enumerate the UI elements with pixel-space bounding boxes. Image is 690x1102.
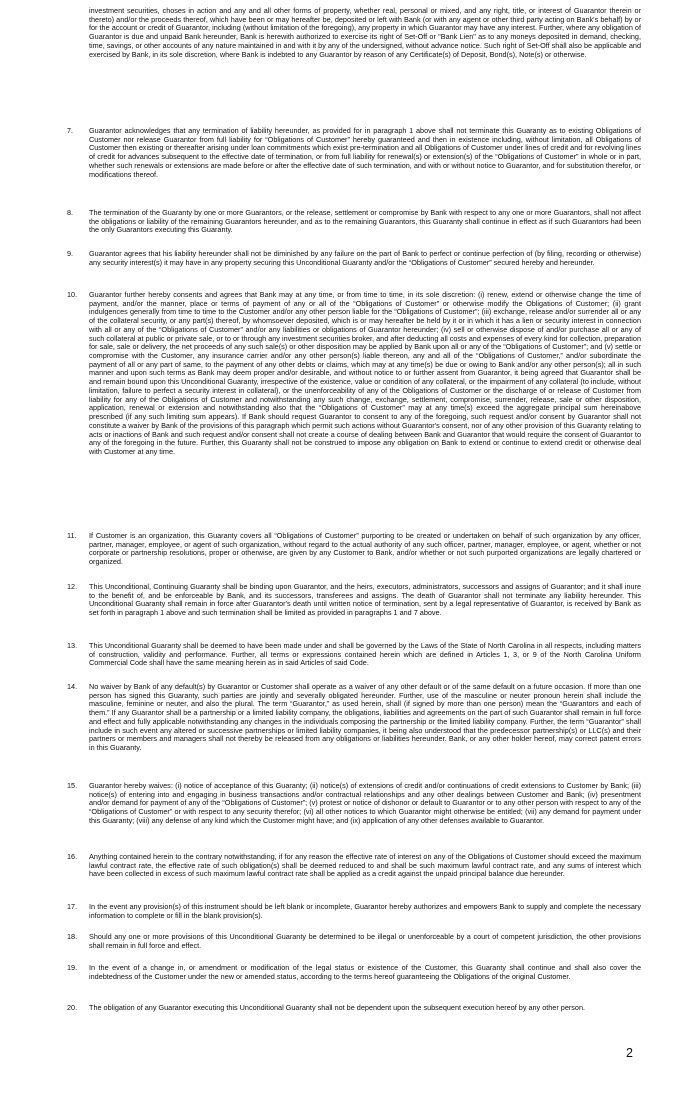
paragraph-number: 14. [67, 682, 78, 691]
paragraph-number: 17. [67, 902, 78, 911]
paragraph-16 [67, 853, 641, 879]
paragraph-number: 7. [67, 126, 74, 135]
paragraph-text: Guarantor hereby waives: (i) notice of acceptance of this Guaranty; (ii) notice(s) of extensions of credit and/or continuations of credit extensions to Customer by Bank; (iii) notice(s) of entering into and engaging in business transactions and/or contractual relationships and any other dealings between Customer and Bank; (iv) presentment and/or demand for payment of any of the “Obligations of Customer”; (v) protest or notice of dishonor or default to Guarantor or to any other person with respect to any of the “Obligations of Customer” or with respect to any security therefor; (vi) all other notices to which Guarantor might otherwise be entitled; (vii) any demand for payment under this Guaranty; (viii) any defense of any kind which the Customer might have; and (ix) application of any other defenses available to Guarantor. [89, 781, 641, 825]
paragraph-18 [67, 933, 641, 950]
paragraph-text: No waiver by Bank of any default(s) by Guarantor or Customer shall operate as a waiver of any other default or of the same default on a future occasion. If more than one person has signed this Guaranty, such parties are jointly and severally obligated hereunder. Further, use of the masculine or neuter pronoun herein shall include the masculine, feminine or neuter, and also the plural. The term “Guarantor,” as used herein, shall (if signed by more than one person) mean the “Guarantors and each of them.” If any Guarantor shall be a partnership or a limited liability company, the obligations, liabilities and agreements on the part of such Guarantor shall remain in full force and effect and fully applicable notwithstanding any changes in the individuals composing the partnership or the limited liability company. Further, the term “Guarantor” shall include in such event any altered or successive partnerships or limited liability companies, it being also understood that the predecessor partnership(s) or LLC(s) and their partners or members and managers shall not thereby be released from any obligations or liabilities hereunder. Bank, or any other holder hereof, may correct patent errors in this Guaranty. [89, 682, 641, 753]
paragraph-17 [67, 903, 641, 920]
paragraph-number: 15. [67, 781, 78, 790]
paragraph-text: Should any one or more provisions of this Unconditional Guaranty be determined to be illegal or unenforceable by a court of competent jurisdiction, the other provisions shall remain in full force and effect. [89, 932, 641, 950]
paragraph-number: 18. [67, 932, 78, 941]
page-number: 2 [626, 1046, 633, 1060]
paragraph-text: The termination of the Guaranty by one or more Guarantors, or the release, settlement or compromise by Bank with respect to any one or more Guarantors, shall not affect the obligations or liability of the remaining Guarantors hereunder, and as to the remaining Guarantors, this Guaranty shall continue in effect as if such Guarantors had been the only Guarantors executing this Guaranty. [89, 208, 641, 235]
paragraph-19 [67, 964, 641, 981]
paragraph-number: 9. [67, 249, 74, 258]
paragraph-number: 12. [67, 582, 78, 591]
paragraph-text: If Customer is an organization, this Guaranty covers all “Obligations of Customer” purporting to be created or undertaken on behalf of such organization by any officer, partner, manager, employee, or agent of such organization, without regard to the actual authority of any such officer, partner, manager, employee, or agent, whether or not corporate or partnership resolutions, proper or otherwise, are given by any Customer to Bank, and/or whether or not such purported organizations are legally chartered or organized. [89, 531, 641, 567]
paragraph-10 [67, 291, 641, 457]
paragraph-8 [67, 209, 641, 235]
paragraph-number: 19. [67, 963, 78, 972]
paragraph-text: This Unconditional Guaranty shall be deemed to have been made under and shall be governed by the Laws of the State of North Carolina in all respects, including matters of construction, validity and performance. Further, all terms or expressions contained herein which are defined in Articles 1, 3, or 9 of the North Carolina Uniform Commercial Code shall have the same meaning herein as in said Articles of said Code. [89, 641, 641, 668]
paragraph-number: 13. [67, 641, 78, 650]
paragraph-7 [67, 127, 641, 179]
paragraph-13 [67, 642, 641, 668]
paragraph-text: Guarantor further hereby consents and agrees that Bank may at any time, or from time to time, in its sole discretion: (i) renew, extend or otherwise change the time of payment, and/or the manner, place or terms of payment of any or all of the “Obligations of Customer” or otherwise modify the Obligations of Customer; (ii) grant indulgences generally from time to time to the Customer and/or any other person liable for the “Obligations of Customer”; (iii) exchange, release and/or surrender all or any of the collateral security, or any part(s) thereof, by whomsoever deposited, which is or may hereafter be held by it or in which it has a lien or security interest in connection with all or any of the “Obligations of Customer” and/or any liabilities or obligations of Guarantor hereunder; (iv) sell or otherwise dispose of and/or purchase all or any of such collateral at public or private sale, or to or through any investment securities broker, and after deducting all costs and expenses of every kind for collection, preparation for sale, sale or delivery, the net proceeds of any such sale(s) or other disposition may be applied by Bank upon all or any of the “Obligations of Customer”; and (v) settle or compromise with the Customer, any insurance carrier and/or any other person(s) liable thereon, any and all of the “Obligations of Customer,” and/or subordinate the payment of all or any part of same, to the payment of any other debts or claims, which may at any time(s) be due or owing to Bank and/or any other person(s); all in such manner and upon such terms as Bank may deem proper and/or desirable, and without notice to or further assent from Guarantor, it being agreed that Guarantor shall be and remain bound upon this Unconditional Guaranty, irrespective of the existence, value or condition of any collateral, or the impairment of any collateral (to include, without limitation, failure to perfect a security interest in collateral), or the unenforceability of any of the Obligations of Customer or the discharge of or release of Customer from liability for any of the Obligations of Customer and notwithstanding any such change, exchange, settlement, compromise, surrender, release, sale or other disposition, application, renewal or extension and notwithstanding also that the “Obligations of Customer” may at any time(s) exceed the aggregate principal sum hereinabove prescribed (if any such limiting sum appears). If Bank should request Guarantor to consent to any of the foregoing, such request and/or consent by Guarantor shall not constitute a waiver by Bank of the provisions of this paragraph which permit such actions without Guarantor's consent, nor of any other provision of this Guaranty relating to acts or inactions of Bank and such request and/or consent shall not create a course of dealing between Bank and Guarantor that would require the consent of Guarantor to any of the foregoing in the future. Further, this Guaranty shall not be construed to impose any obligation on Bank to extend or continue to extend credit or otherwise deal with Customer at any time. [89, 290, 641, 456]
paragraph-text: This Unconditional, Continuing Guaranty shall be binding upon Guarantor, and the heirs, executors, administrators, successors and assigns of Guarantor; and it shall inure to the benefit of, and be enforceable by Bank, and its successors, transferees and assigns. The death of Guarantor shall not terminate any liability hereunder. This Unconditional Guaranty shall remain in force after Guarantor's death until written notice of termination, sent by a legal representative of Guarantor, is received by Bank as set forth in paragraph 1 above and such termination shall be limited as provided in paragraphs 1 and 7 above. [89, 582, 641, 618]
paragraph-number: 16. [67, 852, 78, 861]
paragraph-14 [67, 683, 641, 753]
paragraph-number: 11. [67, 531, 77, 540]
paragraph-15 [67, 782, 641, 826]
paragraph-text: Anything contained herein to the contrary notwithstanding, if for any reason the effective rate of interest on any of the Obligations of Customer should exceed the maximum lawful contract rate, the effective rate of such obligation(s) shall be deemed reduced to and shall be such maximum lawful contract rate, and any sums of interest which have been collected in excess of such maximum lawful contract rate shall be applied as a credit against the unpaid principal balance due hereunder. [89, 852, 641, 879]
paragraph-text: In the event any provision(s) of this instrument should be left blank or incomplete, Guarantor hereby authorizes and empowers Bank to supply and complete the necessary information to complete or fill in the blank provision(s). [89, 902, 641, 920]
paragraph-text: The obligation of any Guarantor executing this Unconditional Guaranty shall not be dependent upon the subsequent execution hereof by any other person. [89, 1003, 586, 1012]
paragraph-text: In the event of a change in, or amendment or modification of the legal status or existence of the Customer, this Guaranty shall continue and shall also cover the indebtedness of the Customer under the new or amended status, according to the terms hereof guaranteeing the Obligations of the original Customer. [89, 963, 641, 981]
paragraph-number: 8. [67, 208, 74, 217]
continued-paragraph: investment securities, choses in action and any and all other forms of property, whether real, personal or mixed, and any right, title, or interest of Guarantor therein or thereto) and/or the proceeds thereof, which have been or may hereafter be, deposited or left with Bank (or with any agent or other third party acting on Bank's behalf) by or for the account or credit of Guarantor, including (without limitation of the foregoing), any property in which Guarantor may have any interest. Further, where any obligation of Guarantor is due and unpaid Bank hereunder, Bank is herewith authorized to exercise its right of Set-Off or "Bank Lien" as to any moneys deposited in demand, checking, time, savings, or other accounts of any nature maintained in and with it by any of the undersigned, without advance notice. Such right of Set-Off shall also be applicable and exercised by Bank, in its sole discretion, where Bank is indebted to any Guarantor by reason of any Certificate(s) of Deposit, Bond(s), Note(s) or otherwise. [89, 6, 641, 59]
paragraph-text: Guarantor agrees that his liability hereunder shall not be diminished by any failure on the part of Bank to perfect or continue perfection of (by filing, recording or otherwise) any security interest(s) it may have in any property securing this Unconditional Guaranty and/or the “Obligations of Customer” secured hereby and hereunder. [89, 249, 641, 267]
paragraph-number: 10. [67, 290, 78, 299]
paragraph-9 [67, 250, 641, 267]
paragraph-number: 20. [67, 1003, 78, 1012]
paragraph-text: Guarantor acknowledges that any termination of liability hereunder, as provided for in paragraph 1 above shall not terminate this Guaranty as to existing Obligations of Customer nor release Guarantor from full liability for “Obligations of Customer” hereby guaranteed and then in existence including, without limitation, all Obligations of Customer then existing or thereafter arising under loan commitments which exist pre-termination and all Obligations of Customer under lines of credit and for revolving lines of credit for advances subsequent to the effective date of termination, or from full liability for renewal(s) or extension(s) of the “Obligations of Customer” in whole or in part, whether such renewals or extensions are made before or after the effective date of such termination, and with or without notice to Guarantor, and for substitution therefor, or modifications thereof. [89, 126, 641, 179]
paragraph-11 [67, 532, 641, 567]
paragraph-12 [67, 583, 641, 618]
paragraph-20 [67, 1004, 641, 1013]
